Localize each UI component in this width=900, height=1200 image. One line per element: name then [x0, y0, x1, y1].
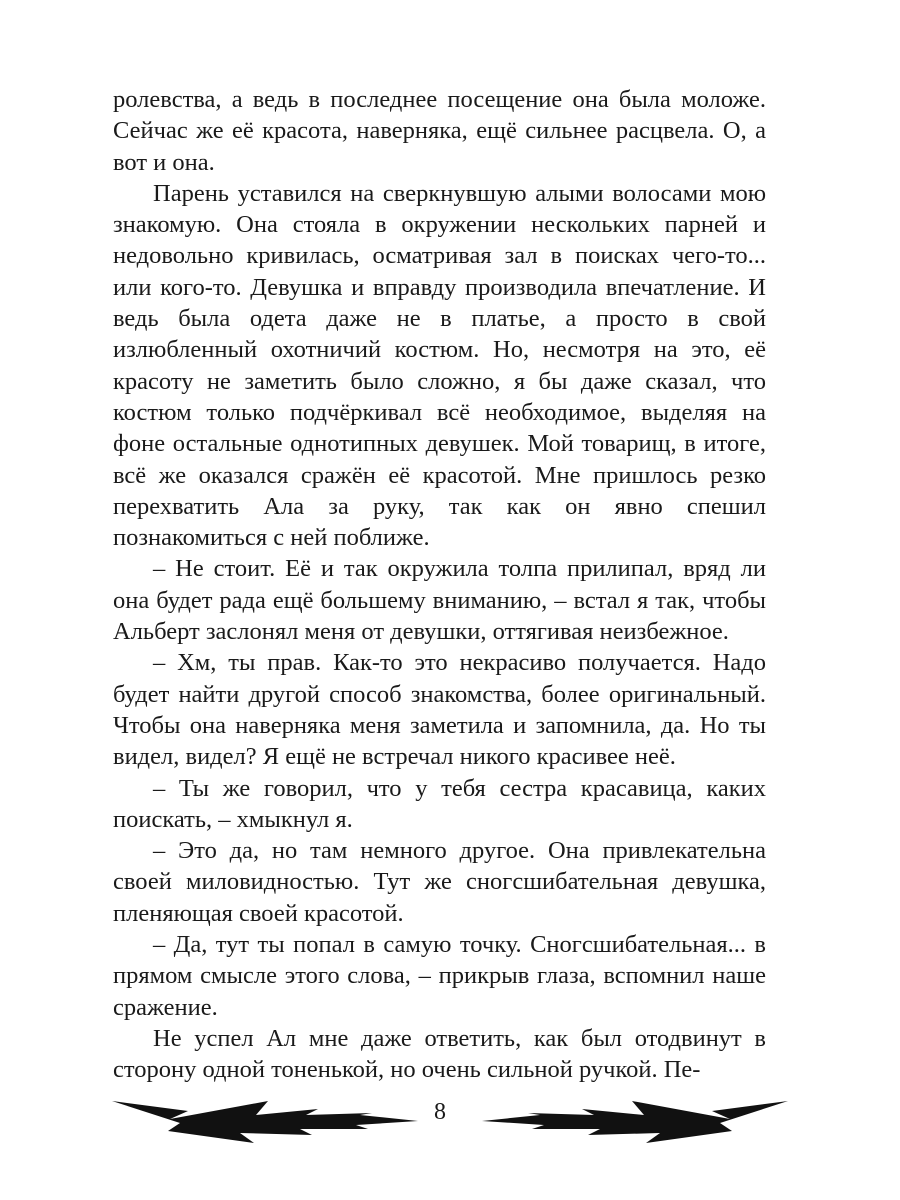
paragraph-5: – Ты же говорил, что у тебя сестра красавица, каких поискать, – хмыкнул я. — [113, 774, 766, 833]
left-lightning-icon — [112, 1101, 418, 1143]
page-footer — [0, 1085, 900, 1155]
page-number: 8 — [434, 1099, 446, 1125]
body-text — [113, 84, 766, 1086]
paragraph-8: Не успел Ал мне даже ответить, как был отодвинут в сторону одной тоненькой, но очень сильной ручкой. Пе- — [113, 1024, 766, 1084]
paragraph-7: – Да, тут ты попал в самую точку. Сногсшибательная... в прямом смысле этого слова, – прикрыв глаза, вспомнил наше сражение. — [113, 931, 766, 1021]
paragraph-1: ролевства, а ведь в последнее посещение она была моложе. Сейчас же её красота, наверняка, ещё сильнее расцвела. О, а вот и она. — [113, 86, 766, 176]
paragraph-4: – Хм, ты прав. Как-то это некрасиво получается. Надо будет найти другой способ знакомства, более оригинальный. Чтобы она наверняка меня заметила и запомнила, да. Но ты видел, видел? Я ещё не встречал никого красивее неё. — [113, 649, 766, 771]
paragraph-3: – Не стоит. Её и так окружила толпа прилипал, вряд ли она будет рада ещё большему вниманию, – встал я так, чтобы Альберт заслонял меня от девушки, оттягивая неизбежное. — [113, 555, 766, 646]
right-lightning-icon — [482, 1101, 788, 1143]
paragraph-6: – Это да, но там немного другое. Она привлекательна своей миловидностью. Тут же сногсшибательная девушка, пленяющая своей красотой. — [113, 837, 766, 927]
paragraph-2: Парень уставился на сверкнувшую алыми волосами мою знакомую. Она стояла в окружении нескольких парней и недовольно кривилась, осматривая зал в поисках чего-то... или кого-то. Девушка и вправду производила впечатление. И ведь была одета даже не в платье, а просто в свой излюбленный охотничий костюм. Но, несмотря на это, её красоту не заметить было сложно, я бы даже сказал, что костюм только подчёркивал всё необходимое, выделяя на фоне остальные однотипных девушек. Мой товарищ, в итоге, всё же оказался сражён её красотой. Мне пришлось резко перехватить Ала за руку, так как он явно спешил познакомиться с ней поближе. — [113, 179, 766, 552]
